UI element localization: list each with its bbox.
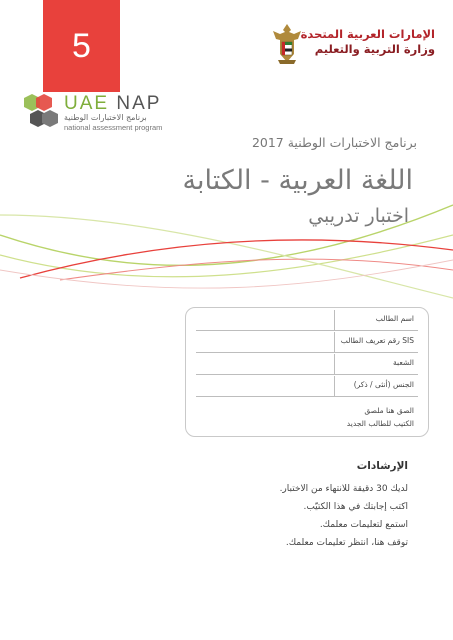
instruction-item: توقف هنا، انتظر تعليمات معلمك. (285, 538, 408, 548)
sticker-line-2: الكتيب للطالب الجديد (346, 419, 414, 428)
page-title: اللغة العربية - الكتابة (182, 165, 413, 196)
sticker-line-1: الصق هنا ملصق (364, 406, 414, 415)
nap-logo-icon (22, 92, 62, 132)
class-section-row[interactable] (196, 354, 418, 375)
student-info-box (185, 307, 429, 437)
instructions (280, 460, 408, 552)
grade-number: 5 (72, 26, 91, 65)
ministry-title: وزارة التربية والتعليم (314, 42, 435, 56)
sticker-instruction (347, 404, 414, 430)
grade-badge (43, 0, 120, 92)
nap-brand-nap: NAP (109, 93, 162, 114)
ministry-name (301, 27, 435, 57)
instruction-item: اكتب إجابتك في هذا الكتيّب. (303, 502, 408, 512)
student-id-row[interactable] (196, 332, 418, 353)
uae-emblem-icon (270, 22, 304, 66)
instructions-heading: الإرشادات (356, 460, 408, 472)
nap-arabic-name: برنامج الاختبارات الوطنية (64, 113, 147, 122)
nap-english-name: national assessment program (64, 123, 163, 132)
instruction-item: لديك 30 دقيقة للانتهاء من الاختبار. (279, 484, 408, 494)
class-section-label: الشعبة (393, 358, 414, 367)
test-type: اختبار تدريبي (308, 205, 409, 227)
decorative-waves (0, 180, 453, 320)
gender-label: الجنس (أنثى / ذكر) (353, 380, 414, 389)
student-name-row[interactable] (196, 310, 418, 331)
nap-brand-uae: UAE (64, 93, 110, 114)
instruction-item: استمع لتعليمات معلمك. (319, 520, 408, 530)
gender-row[interactable] (196, 376, 418, 397)
ministry-country: الإمارات العربية المتحدة (300, 27, 435, 41)
student-name-label: اسم الطالب (375, 314, 414, 323)
student-id-label: SIS رقم تعريف الطالب (340, 336, 414, 345)
nap-brand (64, 93, 161, 115)
program-title: برنامج الاختبارات الوطنية 2017 (251, 135, 417, 150)
